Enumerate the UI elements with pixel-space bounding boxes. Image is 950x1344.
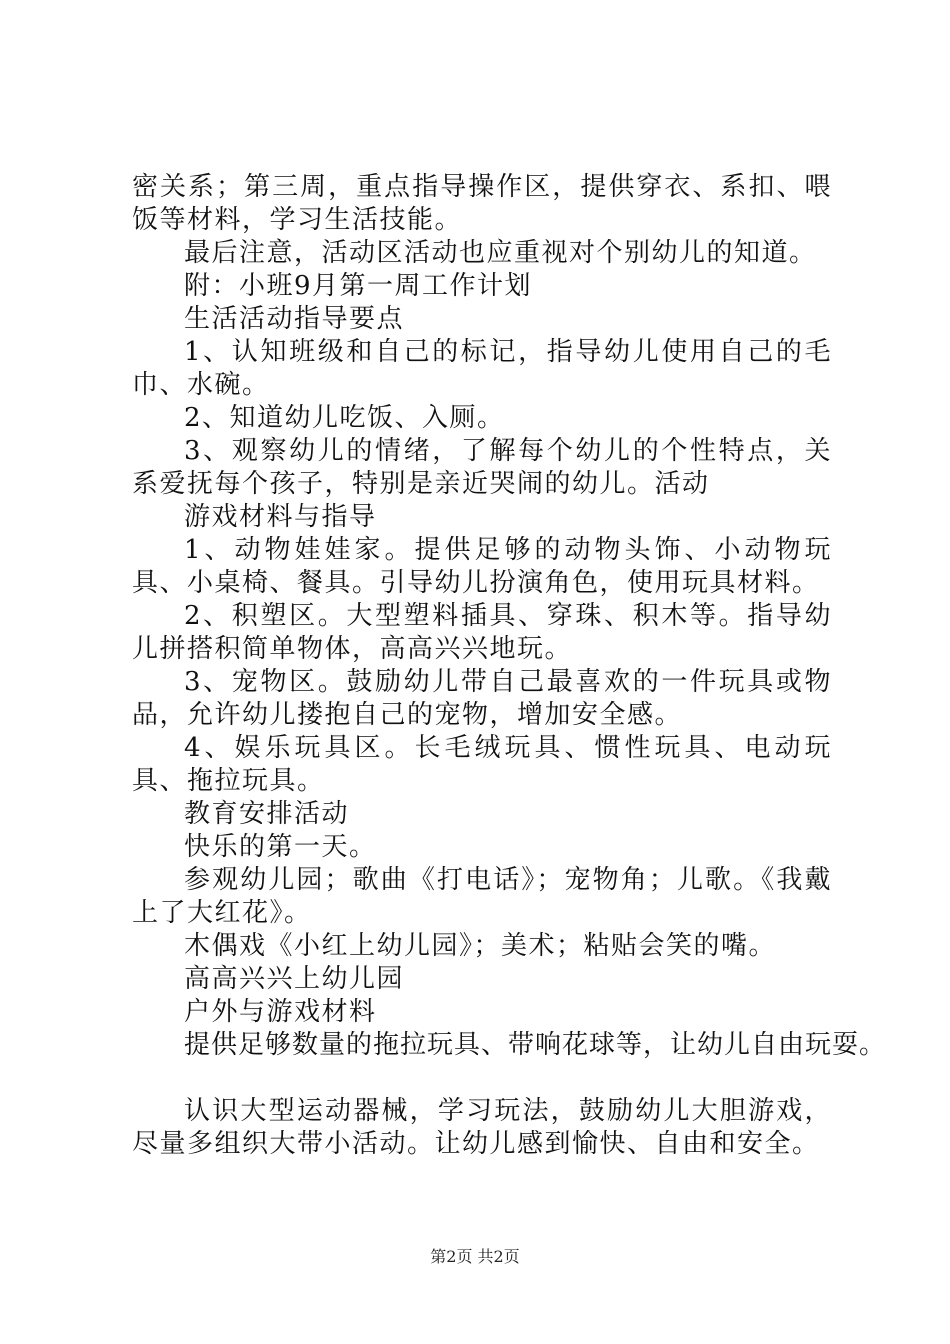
paragraph-17: 高高兴兴上幼儿园 [184, 964, 405, 994]
paragraph-15: 参观幼儿园；歌曲《打电话》；宠物角；儿歌。《我戴上了大红花》。 [132, 865, 832, 928]
blank-line [132, 1062, 832, 1095]
paragraph-10: 2、积塑区。大型塑料插具、穿珠、积木等。指导幼儿拼搭积简单物体，高高兴兴地玩。 [132, 601, 832, 664]
paragraph-6: 2、知道幼儿吃饭、入厕。 [184, 403, 505, 433]
paragraph-12: 4、娱乐玩具区。长毛绒玩具、惯性玩具、电动玩具、拖拉玩具。 [132, 733, 832, 796]
paragraph-9: 1、动物娃娃家。提供足够的动物头饰、小动物玩具、小桌椅、餐具。引导幼儿扮演角色，使用玩具材料。 [132, 535, 832, 598]
paragraph-3: 附：小班9月第一周工作计划 [184, 271, 533, 301]
paragraph-19: 提供足够数量的拖拉玩具、带响花球等，让幼儿自由玩耍。 [184, 1030, 887, 1060]
paragraph-11: 3、宠物区。鼓励幼儿带自己最喜欢的一件玩具或物品，允许幼儿搂抱自己的宠物，增加安全感。 [132, 667, 832, 730]
document-body [132, 171, 887, 1161]
paragraph-7: 3、观察幼儿的情绪，了解每个幼儿的个性特点，关系爱抚每个孩子，特别是亲近哭闹的幼儿。活动 [132, 436, 832, 499]
section-heading-life: 生活活动指导要点 [184, 304, 405, 334]
paragraph-21: 认识大型运动器械，学习玩法，鼓励幼儿大胆游戏，尽量多组织大带小活动。让幼儿感到愉快、自由和安全。 [132, 1096, 832, 1159]
section-heading-games: 游戏材料与指导 [184, 502, 377, 532]
paragraph-1: 密关系；第三周，重点指导操作区，提供穿衣、系扣、喂饭等材料，学习生活技能。 [132, 172, 832, 235]
paragraph-14: 快乐的第一天。 [184, 832, 377, 862]
paragraph-5: 1、认知班级和自己的标记，指导幼儿使用自己的毛巾、水碗。 [132, 337, 832, 400]
page-number-footer: 第2页 共2页 [430, 1247, 520, 1266]
paragraph-16: 木偶戏《小红上幼儿园》；美术；粘贴会笑的嘴。 [184, 931, 777, 961]
section-heading-outdoor: 户外与游戏材料 [184, 997, 377, 1027]
section-heading-education: 教育安排活动 [184, 799, 350, 829]
paragraph-2: 最后注意，活动区活动也应重视对个别幼儿的知道。 [184, 238, 817, 268]
